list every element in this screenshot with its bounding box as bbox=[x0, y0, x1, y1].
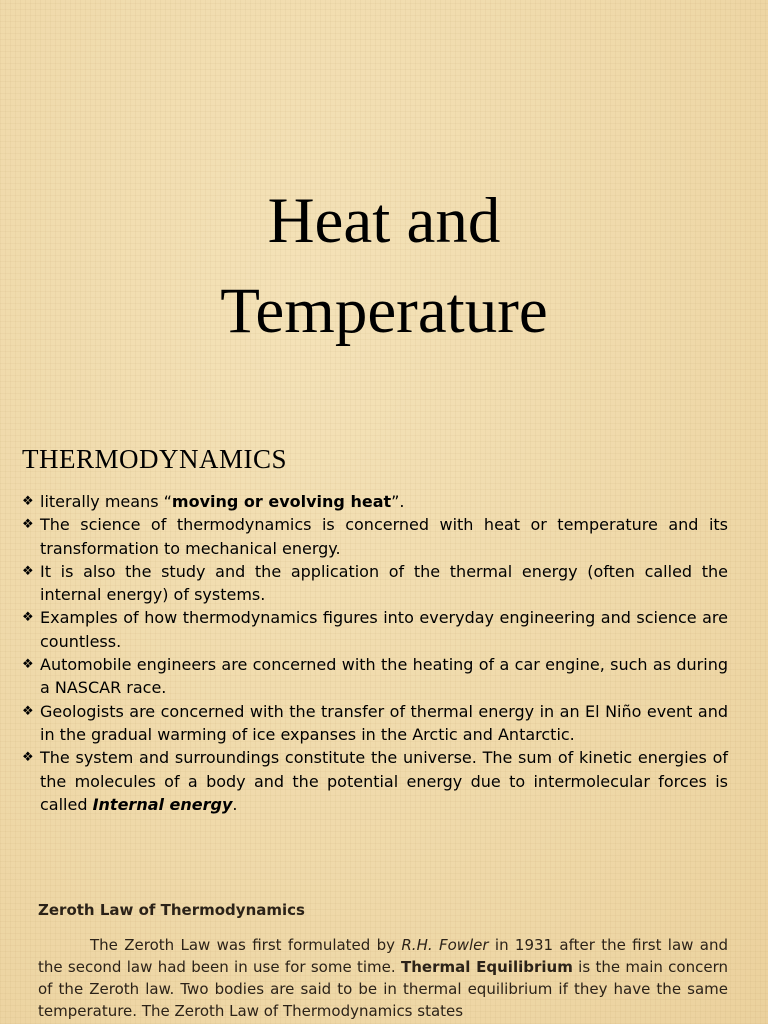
bullet-text: literally means “ bbox=[40, 492, 172, 511]
thermal-equilibrium-term: Thermal Equilibrium bbox=[401, 958, 573, 976]
bullet-text: Automobile engineers are concerned with the heating of a car engine, such as during a NASCAR race. bbox=[40, 655, 728, 698]
bullet-item bbox=[22, 653, 728, 700]
zeroth-law-heading: Zeroth Law of Thermodynamics bbox=[38, 901, 305, 919]
slide-title bbox=[0, 176, 768, 356]
diamond-bullet-icon: ❖ bbox=[22, 610, 34, 626]
bullet-item bbox=[22, 746, 728, 816]
slide-title-line-2: Temperature bbox=[220, 275, 548, 347]
bullet-text: The system and surroundings constitute the universe. The sum of kinetic energies of the molecules of a body and the potential energy due to intermolecular forces is called bbox=[40, 748, 728, 814]
bullet-text: Examples of how thermodynamics figures into everyday engineering and science are countless. bbox=[40, 608, 728, 651]
paragraph-text: is the main concern of the Zeroth law. Two bodies are said to be in thermal equilibrium if they have the same temperature. The Zeroth Law of Thermodynamics states bbox=[38, 958, 729, 1020]
diamond-bullet-icon: ❖ bbox=[22, 494, 34, 509]
section-heading: THERMODYNAMICS bbox=[22, 444, 288, 474]
author-name: R.H. Fowler bbox=[401, 936, 489, 954]
bullet-emphasis-text: Internal energy bbox=[92, 794, 233, 814]
bullet-item bbox=[22, 513, 728, 560]
bullet-text: The science of thermodynamics is concerned with heat or temperature and its transformation to mechanical energy. bbox=[40, 515, 728, 558]
bullet-text-end: ”. bbox=[391, 492, 405, 511]
paragraph-text: in 1931 after the first law and the second law had been in use for some time. bbox=[38, 936, 728, 976]
bullet-bold-text: moving or evolving heat bbox=[171, 492, 392, 511]
bullet-list bbox=[22, 490, 728, 816]
bullet-text-end: . bbox=[232, 794, 238, 814]
diamond-bullet-icon: ❖ bbox=[22, 563, 34, 579]
slide-title-line-1: Heat and bbox=[267, 185, 501, 257]
diamond-bullet-icon: ❖ bbox=[22, 750, 34, 766]
bullet-item bbox=[22, 700, 728, 747]
diamond-bullet-icon: ❖ bbox=[22, 703, 34, 719]
zeroth-law-paragraph bbox=[38, 934, 728, 1022]
diamond-bullet-icon: ❖ bbox=[22, 657, 34, 673]
bullet-item bbox=[22, 490, 728, 513]
bullet-item bbox=[22, 606, 728, 653]
diamond-bullet-icon: ❖ bbox=[22, 517, 34, 533]
bullet-text: Geologists are concerned with the transfer of thermal energy in an El Niño event and in the gradual warming of ice expanses in the Arctic and Antarctic. bbox=[40, 701, 728, 744]
zeroth-law-section bbox=[38, 898, 728, 1022]
paragraph-text: The Zeroth Law was first formulated by bbox=[90, 936, 402, 954]
bullet-item bbox=[22, 560, 728, 607]
bullet-text: It is also the study and the application of the thermal energy (often called the internal energy) of systems. bbox=[40, 561, 728, 605]
